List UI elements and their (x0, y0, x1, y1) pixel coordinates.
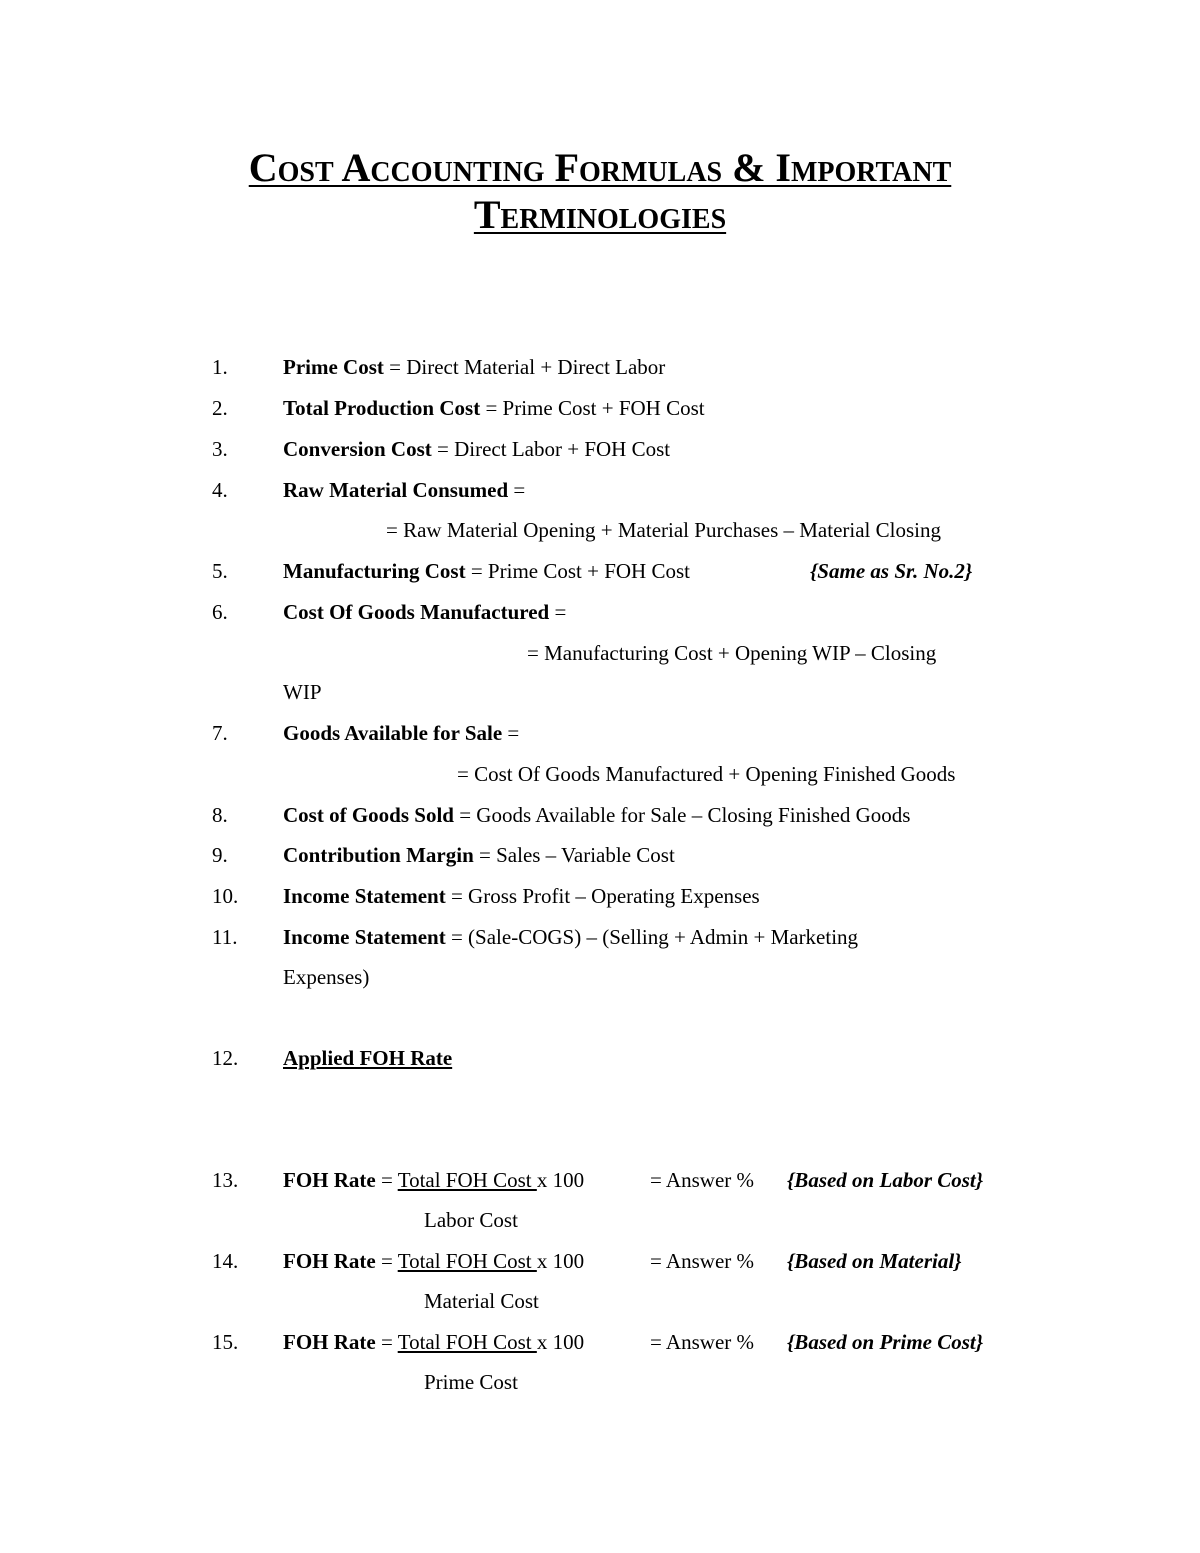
numerator: Total FOH Cost (397, 1249, 537, 1273)
formula-income-statement-2 (283, 927, 858, 948)
item-number: 7. (212, 721, 228, 745)
formula-total-production-cost (283, 398, 705, 419)
formula-text: = Goods Available for Sale – Closing Finished Goods (453, 803, 911, 827)
formula-continuation: = Raw Material Opening + Material Purchases – Material Closing (386, 518, 941, 542)
equals: = (375, 1168, 398, 1192)
formula-continuation: = Manufacturing Cost + Opening WIP – Closing (527, 641, 937, 665)
denominator: Material Cost (424, 1289, 539, 1313)
term: Prime Cost (283, 355, 384, 379)
formula-text: = Sales – Variable Cost (473, 843, 675, 867)
item-number: 9. (212, 843, 228, 867)
term: Total Production Cost (283, 396, 481, 420)
formula-conversion-cost (283, 439, 670, 460)
numerator: Total FOH Cost (397, 1168, 537, 1192)
item-number: 10. (212, 884, 239, 908)
answer: = Answer % (650, 1249, 754, 1273)
formula-prime-cost (283, 357, 665, 378)
formula-foh-rate-labor (283, 1170, 584, 1191)
item-number: 15. (212, 1330, 239, 1354)
note: {Based on Prime Cost} (787, 1330, 984, 1354)
term: Cost Of Goods Manufactured (283, 600, 550, 624)
item-number: 1. (212, 355, 228, 379)
formula-continuation: = Cost Of Goods Manufactured + Opening Finished Goods (457, 762, 956, 786)
term: Income Statement (283, 884, 446, 908)
formula-wrap: Expenses) (283, 965, 370, 989)
multiplier: x 100 (536, 1249, 585, 1273)
formula-text: = Direct Material + Direct Labor (383, 355, 666, 379)
term: Manufacturing Cost (283, 559, 466, 583)
formula-manufacturing-cost (283, 561, 690, 582)
note: {Based on Material} (787, 1249, 962, 1273)
section-heading-applied-foh-rate: Applied FOH Rate (283, 1046, 453, 1070)
formula-cost-of-goods-sold (283, 805, 910, 826)
formula-raw-material-consumed (283, 480, 525, 501)
formula-text: = (549, 600, 567, 624)
formula-contribution-margin (283, 845, 675, 866)
term: Raw Material Consumed (283, 478, 509, 502)
formula-wrap: WIP (283, 680, 322, 704)
item-number: 13. (212, 1168, 239, 1192)
formula-text: = Gross Profit – Operating Expenses (445, 884, 760, 908)
term: Goods Available for Sale (283, 721, 503, 745)
term: Contribution Margin (283, 843, 474, 867)
item-number: 8. (212, 803, 228, 827)
equals: = (375, 1249, 398, 1273)
item-number: 6. (212, 600, 228, 624)
item-number: 2. (212, 396, 228, 420)
formula-text: = Direct Labor + FOH Cost (431, 437, 671, 461)
document-title-line-2: Terminologies (473, 192, 727, 237)
note: {Same as Sr. No.2} (810, 559, 973, 583)
formula-text: = (Sale-COGS) – (Selling + Admin + Marketing (445, 925, 859, 949)
multiplier: x 100 (536, 1330, 585, 1354)
document-title-line-1: Cost Accounting Formulas & Important (248, 145, 952, 190)
answer: = Answer % (650, 1168, 754, 1192)
item-number: 14. (212, 1249, 239, 1273)
formula-foh-rate-material (283, 1251, 584, 1272)
item-number: 5. (212, 559, 228, 583)
denominator: Prime Cost (424, 1370, 518, 1394)
note: {Based on Labor Cost} (787, 1168, 984, 1192)
item-number: 12. (212, 1046, 239, 1070)
formula-foh-rate-prime (283, 1332, 584, 1353)
term: Income Statement (283, 925, 446, 949)
term: FOH Rate (283, 1168, 376, 1192)
multiplier: x 100 (536, 1168, 585, 1192)
formula-cost-of-goods-manufactured (283, 602, 566, 623)
formula-text: = (502, 721, 520, 745)
term: FOH Rate (283, 1330, 376, 1354)
answer: = Answer % (650, 1330, 754, 1354)
formula-income-statement-1 (283, 886, 760, 907)
formula-goods-available-for-sale (283, 723, 519, 744)
item-number: 3. (212, 437, 228, 461)
term: FOH Rate (283, 1249, 376, 1273)
denominator: Labor Cost (424, 1208, 518, 1232)
item-number: 4. (212, 478, 228, 502)
formula-text: = (508, 478, 526, 502)
item-number: 11. (212, 925, 238, 949)
numerator: Total FOH Cost (397, 1330, 537, 1354)
formula-text: = Prime Cost + FOH Cost (465, 559, 690, 583)
term: Cost of Goods Sold (283, 803, 454, 827)
formula-text: = Prime Cost + FOH Cost (480, 396, 705, 420)
term: Conversion Cost (283, 437, 432, 461)
equals: = (375, 1330, 398, 1354)
